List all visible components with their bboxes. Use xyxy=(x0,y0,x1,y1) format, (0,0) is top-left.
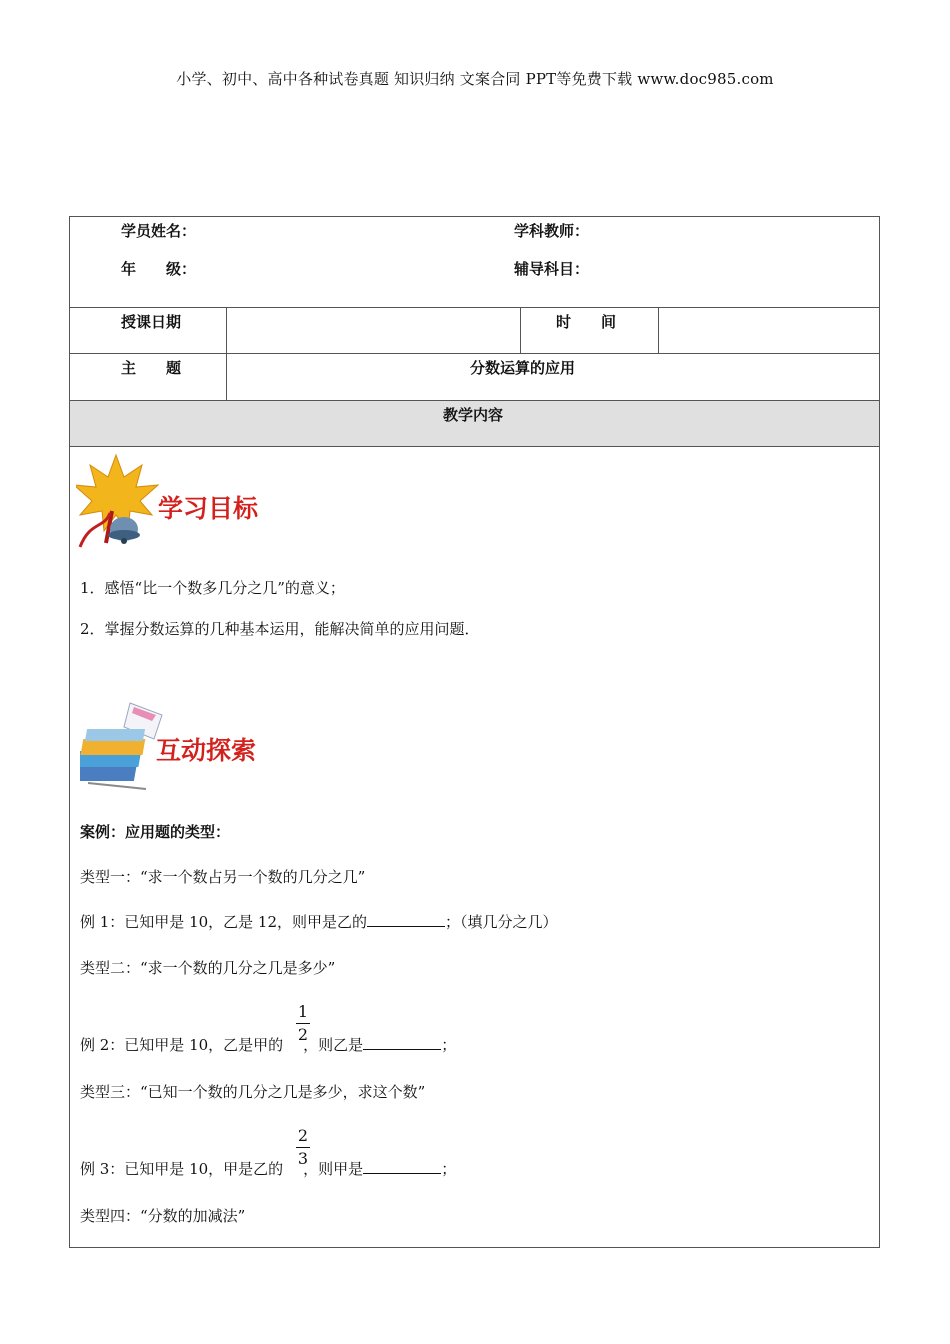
time-label: 时 间 xyxy=(556,313,617,331)
example-three xyxy=(80,1158,456,1179)
fraction-denominator: 3 xyxy=(297,1149,309,1168)
interactive-explore-banner: 互动探索 xyxy=(156,736,257,765)
fraction-denominator: 2 xyxy=(297,1025,309,1044)
example-three-middle: ，则甲是 xyxy=(303,1160,364,1178)
answer-blank[interactable] xyxy=(367,912,445,927)
row-divider xyxy=(70,400,879,401)
example-two xyxy=(80,1034,456,1055)
goal-item: 2．掌握分数运算的几种基本运用，能解决简单的应用问题． xyxy=(80,620,480,638)
topic-label: 主 题 xyxy=(121,359,182,377)
row-divider xyxy=(70,307,879,308)
fraction-numerator: 1 xyxy=(297,1002,309,1021)
type-one: 类型一：“求一个数占另一个数的几分之几” xyxy=(80,868,366,886)
example-one-text: 例 1：已知甲是 10，乙是 12，则甲是乙的 xyxy=(80,913,368,931)
type-four: 类型四：“分数的加减法” xyxy=(80,1207,246,1225)
col-divider xyxy=(520,307,521,353)
grade-label: 年 级： xyxy=(121,260,197,278)
learning-goals-banner: 学习目标 xyxy=(158,494,259,523)
case-title: 案例：应用题的类型： xyxy=(80,823,231,841)
example-two-text: 例 2：已知甲是 10，乙是甲的 xyxy=(80,1036,284,1054)
page-header: 小学、初中、高中各种试卷真题 知识归纳 文案合同 PPT等免费下载 www.doc985.com xyxy=(176,70,774,88)
col-divider xyxy=(226,307,227,400)
example-two-end: ； xyxy=(441,1036,457,1054)
content-label: 教学内容 xyxy=(443,406,504,424)
answer-blank[interactable] xyxy=(363,1159,441,1174)
goal-item: 1．感悟“比一个数多几分之几”的意义； xyxy=(80,579,345,597)
subject-label: 辅导科目： xyxy=(514,260,590,278)
type-three: 类型三：“已知一个数的几分之几是多少，求这个数” xyxy=(80,1083,426,1101)
fraction-numerator: 2 xyxy=(297,1126,309,1145)
teacher-label: 学科教师： xyxy=(514,222,590,240)
answer-blank[interactable] xyxy=(363,1035,441,1050)
example-three-text: 例 3：已知甲是 10，甲是乙的 xyxy=(80,1160,284,1178)
example-two-middle: ，则乙是 xyxy=(303,1036,364,1054)
type-two: 类型二：“求一个数的几分之几是多少” xyxy=(80,959,336,977)
row-divider xyxy=(70,446,879,447)
example-one-suffix: ；（填几分之几） xyxy=(445,913,558,931)
topic-value: 分数运算的应用 xyxy=(470,359,576,377)
student-name-label: 学员姓名： xyxy=(121,222,197,240)
row-divider xyxy=(70,353,879,354)
date-label: 授课日期 xyxy=(121,313,182,331)
example-three-end: ； xyxy=(441,1160,457,1178)
maple-bell-icon xyxy=(76,451,162,549)
example-one xyxy=(80,911,558,932)
col-divider xyxy=(658,307,659,353)
lesson-sheet xyxy=(69,216,880,1248)
